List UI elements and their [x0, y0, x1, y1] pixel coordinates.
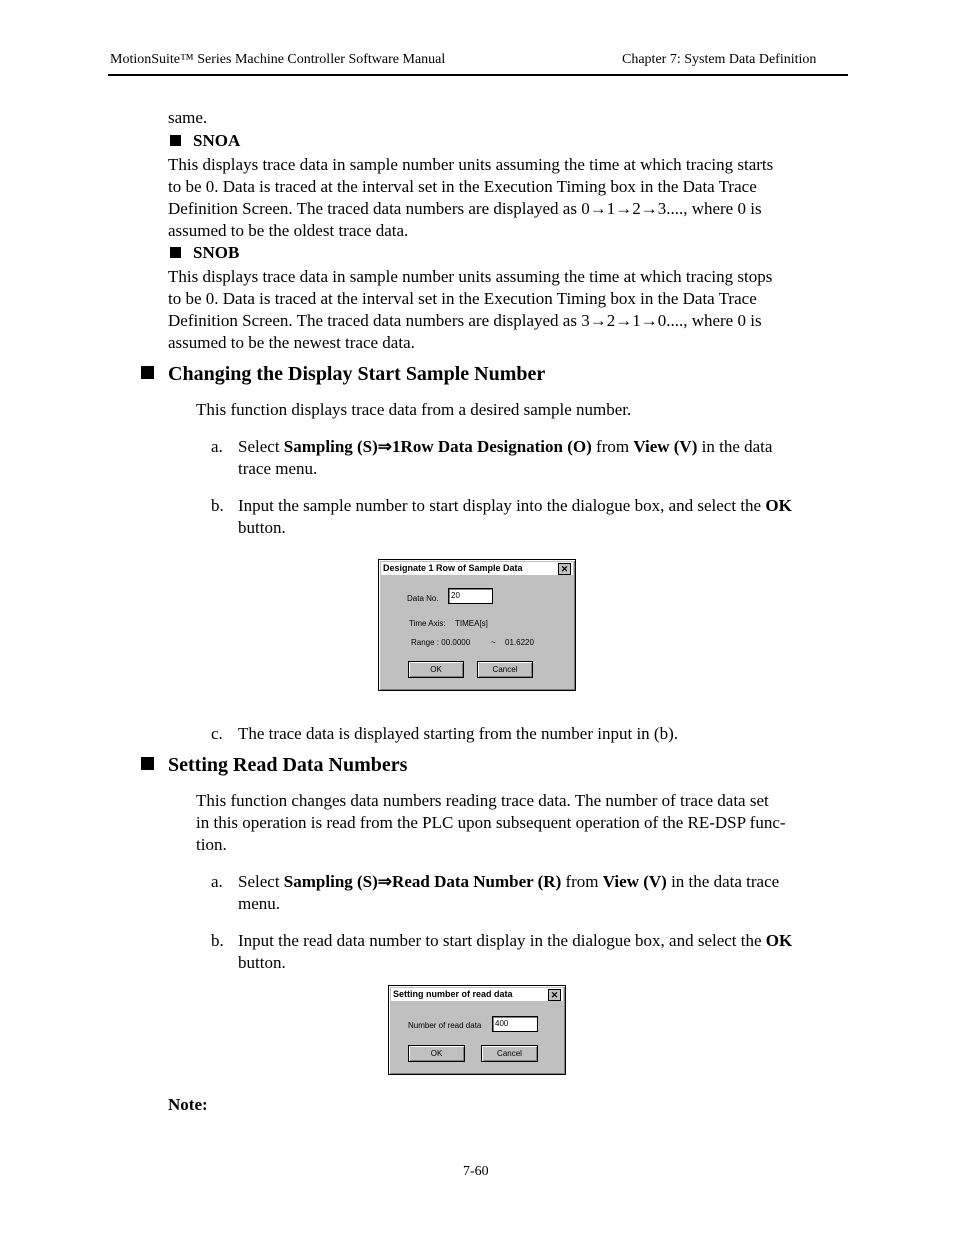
step-letter: a. [211, 437, 223, 456]
page-number: 7-60 [463, 1164, 489, 1179]
section1-step-b: Input the sample number to start display into the dialogue box, and select the OK button. [238, 496, 792, 537]
section-heading-display-start: Changing the Display Start Sample Number [141, 363, 545, 386]
snoa-paragraph: This displays trace data in sample number units assuming the time at which tracing starts to be 0. Data is traced at the interval set in the Execution Timing box in the Data Trace Definition Screen. The traced data numbers are displayed as 0→1→2→3...., where 0 is assumed to be the oldest trace data. [168, 155, 774, 240]
snob-heading: SNOB [170, 243, 239, 263]
dialog-title-bar: Designate 1 Row of Sample Data ✕ [381, 562, 573, 575]
cancel-button[interactable]: Cancel [477, 661, 533, 678]
running-header-title: MotionSuite™ Series Machine Controller Software Manual [110, 52, 446, 67]
read-data-number-dialog [388, 985, 566, 1075]
section1-step-c: The trace data is displayed starting from the number input in (b). [238, 724, 678, 743]
designate-row-dialog [378, 559, 576, 691]
snob-paragraph: This displays trace data in sample number units assuming the time at which tracing stops to be 0. Data is traced at the interval set in the Execution Timing box in the Data Trace Definition Screen. The traced data numbers are displayed as 3→2→1→0...., where 0 is assumed to be the newest trace data. [168, 267, 773, 352]
data-no-input[interactable]: 20 [448, 588, 493, 604]
section2-step-a: Select Sampling (S)⇒Read Data Number (R) from View (V) in the data trace menu. [238, 872, 780, 913]
range-separator: ~ [491, 638, 496, 647]
read-data-label: Number of read data [408, 1021, 482, 1030]
step-letter: c. [211, 724, 223, 743]
section2-body: This function changes data numbers reading trace data. The number of trace data set in this operation is read from the PLC upon subsequent operation of the RE-DSP func- tion. [196, 791, 786, 854]
time-axis-label: Time Axis: [409, 619, 446, 628]
step-letter: a. [211, 872, 223, 891]
range-label: Range : 00.0000 [411, 638, 471, 647]
data-no-label: Data No. [407, 594, 439, 603]
bullet-square-icon [141, 366, 154, 379]
close-icon[interactable]: ✕ [558, 563, 571, 575]
section-heading-read-data: Setting Read Data Numbers [141, 754, 407, 777]
note-label: Note: [168, 1095, 208, 1114]
ok-button[interactable]: OK [408, 661, 464, 678]
read-data-input[interactable]: 400 [492, 1016, 538, 1032]
dialog-title-bar: Setting number of read data ✕ [391, 988, 563, 1001]
bullet-square-icon [170, 135, 181, 146]
running-header-chapter: Chapter 7: System Data Definition [622, 52, 817, 67]
section1-step-a: Select Sampling (S)⇒1Row Data Designation (O) from View (V) in the data trace menu. [238, 437, 773, 478]
continuation-text: same. [168, 108, 208, 127]
section1-body: This function displays trace data from a desired sample number. [196, 400, 632, 419]
snoa-heading: SNOA [170, 131, 240, 151]
range-end: 01.6220 [505, 638, 534, 647]
bullet-square-icon [141, 757, 154, 770]
close-icon[interactable]: ✕ [548, 989, 561, 1001]
bullet-square-icon [170, 247, 181, 258]
step-letter: b. [211, 931, 224, 950]
section2-step-b: Input the read data number to start display in the dialogue box, and select the OK button. [238, 931, 793, 972]
ok-button[interactable]: OK [408, 1045, 465, 1062]
header-rule [108, 74, 848, 76]
step-letter: b. [211, 496, 224, 515]
cancel-button[interactable]: Cancel [481, 1045, 538, 1062]
time-axis-value: TIMEA[s] [455, 619, 488, 628]
